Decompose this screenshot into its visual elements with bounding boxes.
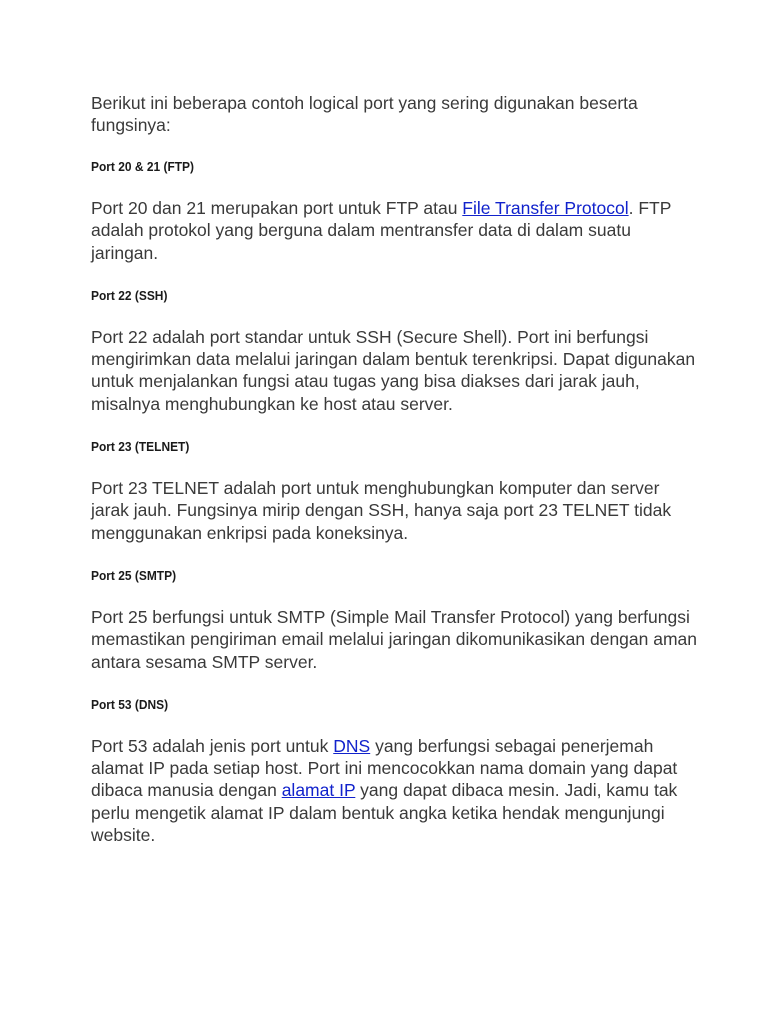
text-fragment: Port 53 adalah jenis port untuk [91, 735, 334, 756]
link-alamat-ip[interactable]: alamat IP [281, 780, 356, 801]
text-fragment: yang berfungsi sebagai penerjemah alamat IP pada setiap host. Port ini mencocokkan nama domain yang dapat dibaca manusia dengan [91, 735, 678, 801]
section-heading-dns: Port 53 (DNS) [91, 696, 169, 712]
link-file-transfer-protocol[interactable]: File Transfer Protocol [462, 198, 629, 218]
link-dns[interactable]: DNS [333, 735, 371, 756]
text-fragment: yang dapat dibaca mesin. Jadi, kamu tak perlu mengetik alamat IP dalam bentuk angka ketika hendak mengunjungi website. [91, 780, 678, 846]
section-text-ftp [91, 197, 698, 264]
text-fragment: . FTP adalah protokol yang berguna dalam mentransfer data di dalam suatu jaringan. [91, 198, 672, 263]
section-text-dns [91, 735, 698, 846]
section-telnet [91, 439, 698, 544]
section-smtp [91, 568, 698, 673]
section-ftp [91, 159, 698, 264]
intro-paragraph: Berikut ini beberapa contoh logical port yang sering digunakan beserta fungsinya: [91, 93, 638, 135]
section-text-ssh: Port 22 adalah port standar untuk SSH (Secure Shell). Port ini berfungsi mengirimkan data melalui jaringan dalam bentuk terenkripsi. Dapat digunakan untuk menjalankan fungsi atau tugas yang bisa diakses dari jarak jauh, misalnya menghubungkan ke host atau server. [91, 326, 696, 414]
section-heading-telnet: Port 23 (TELNET) [91, 439, 190, 455]
text-fragment: Port 20 dan 21 merupakan port untuk FTP atau [91, 198, 463, 218]
section-text-telnet: Port 23 TELNET adalah port untuk menghubungkan komputer dan server jarak jauh. Fungsinya mirip dengan SSH, hanya saja port 23 TELNET tidak menggunakan enkripsi pada koneksinya. [91, 478, 672, 543]
section-heading-ssh: Port 22 (SSH) [91, 287, 168, 303]
section-dns [91, 697, 698, 846]
section-ssh [91, 288, 698, 415]
section-text-smtp: Port 25 berfungsi untuk SMTP (Simple Mail Transfer Protocol) yang berfungsi memastikan pengiriman email melalui jaringan dikomunikasikan dengan aman antara sesama SMTP server. [91, 606, 698, 672]
section-heading-smtp: Port 25 (SMTP) [91, 567, 177, 583]
section-heading-ftp: Port 20 & 21 (FTP) [91, 159, 195, 174]
